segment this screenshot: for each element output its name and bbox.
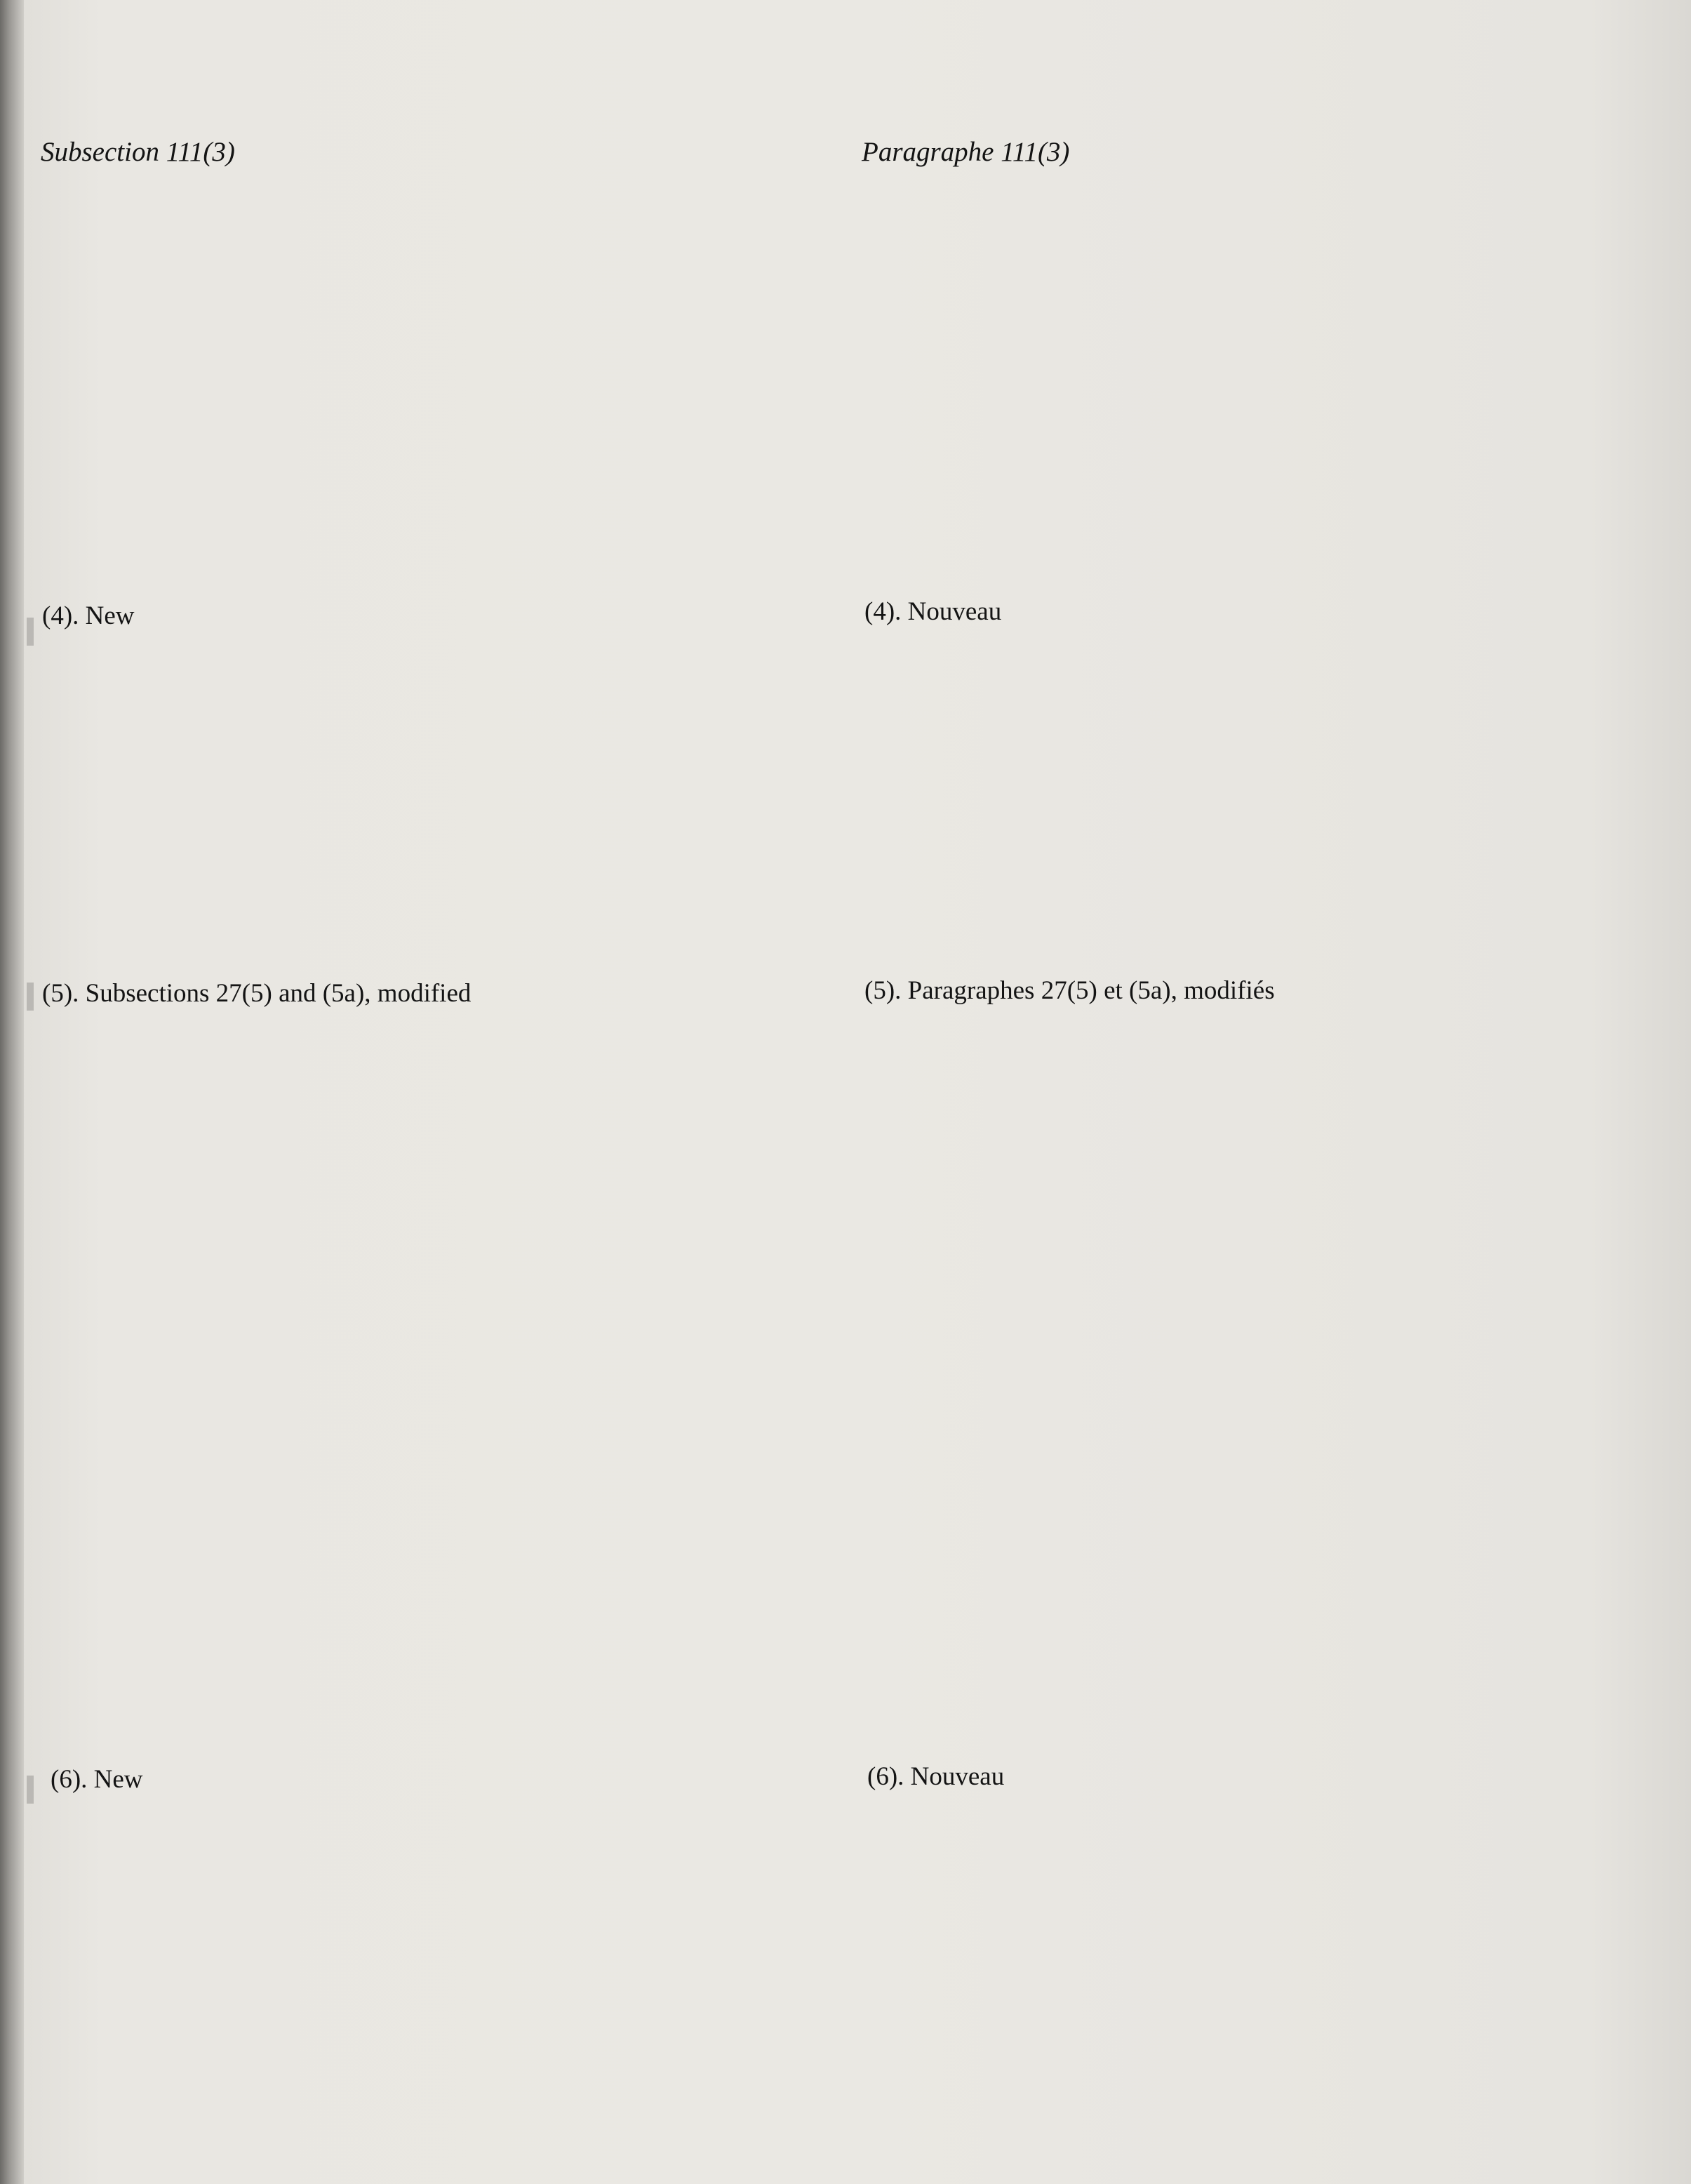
french-amendment-4: (4). Nouveau bbox=[864, 597, 1002, 626]
margin-mark bbox=[27, 618, 34, 646]
english-section-heading: Subsection 111(3) bbox=[41, 137, 235, 167]
english-amendment-6: (6). New bbox=[51, 1765, 143, 1794]
english-amendment-5: (5). Subsections 27(5) and (5a), modified bbox=[42, 979, 472, 1008]
binding-shadow bbox=[0, 0, 24, 2184]
margin-mark bbox=[27, 983, 34, 1011]
english-amendment-4: (4). New bbox=[42, 601, 135, 630]
french-amendment-5: (5). Paragraphes 27(5) et (5a), modifiés bbox=[864, 976, 1275, 1005]
margin-mark bbox=[27, 1776, 34, 1804]
french-section-heading: Paragraphe 111(3) bbox=[862, 137, 1070, 167]
french-amendment-6: (6). Nouveau bbox=[867, 1762, 1005, 1791]
